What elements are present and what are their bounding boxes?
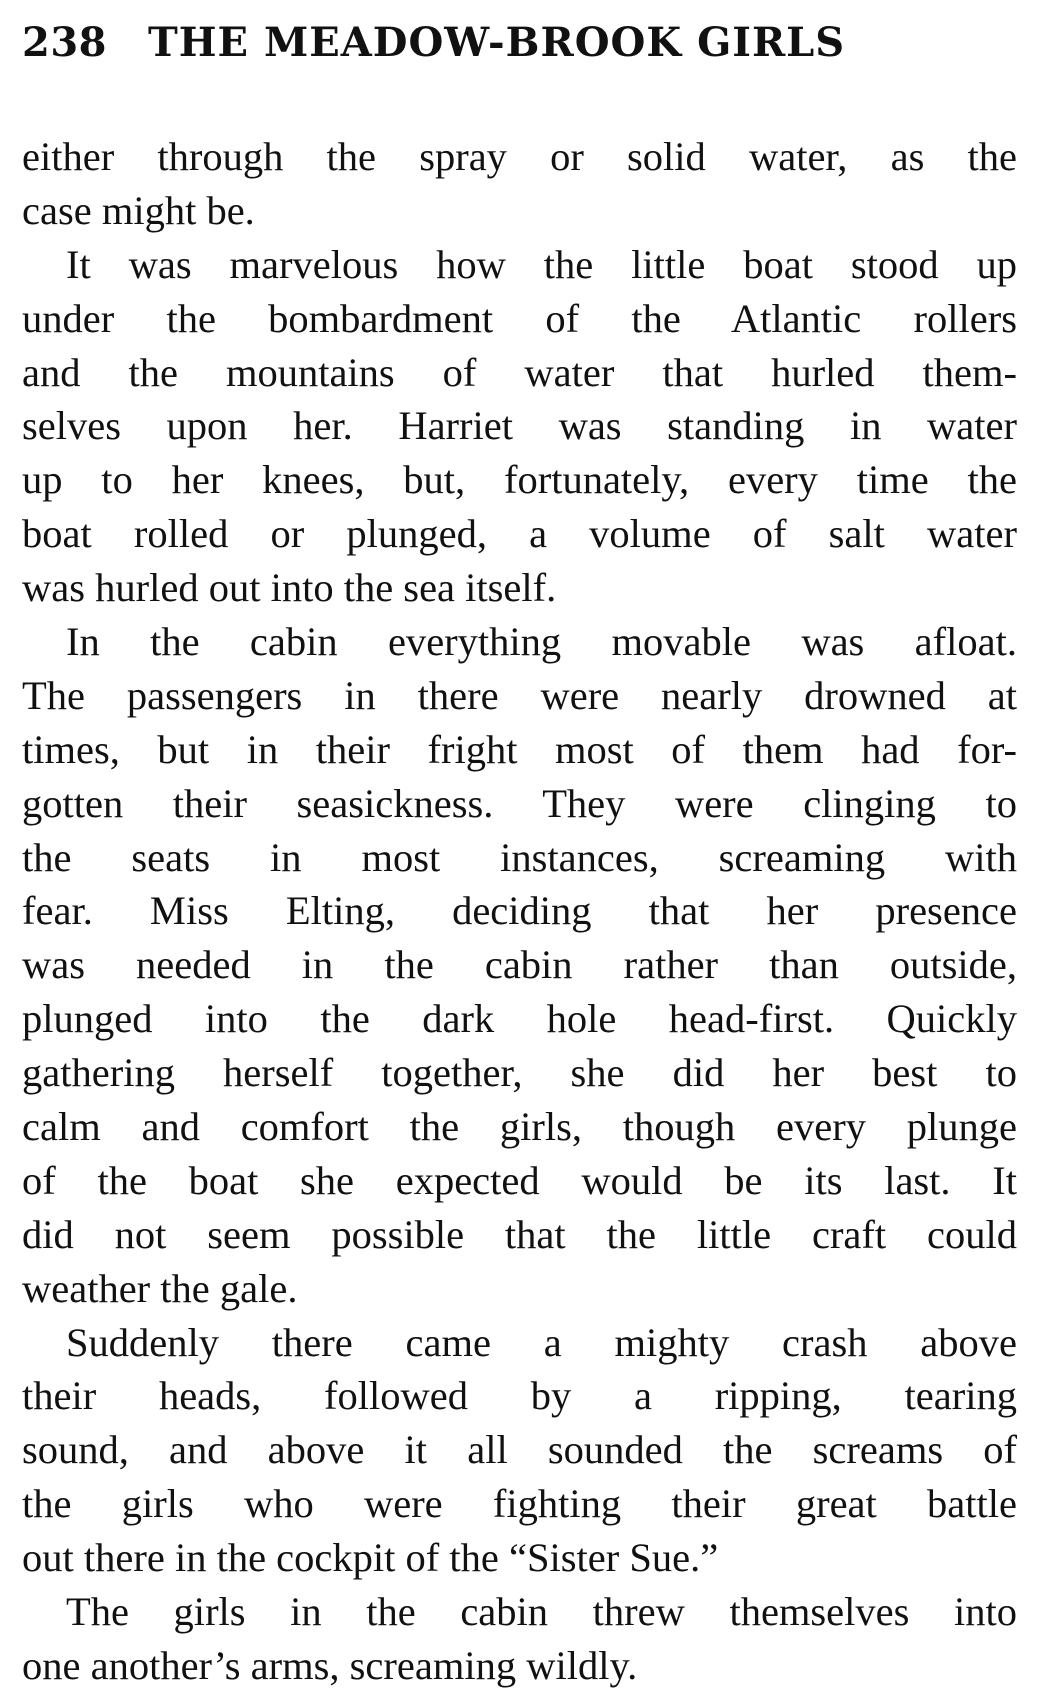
text-line: gotten their seasickness. They were clinging to [22, 780, 1017, 826]
text-line: sound, and above it all sounded the screams of [22, 1427, 1017, 1473]
paragraph [22, 130, 1017, 238]
text-line: one another’s arms, screaming wildly. [22, 1642, 638, 1688]
paragraph [22, 1316, 1017, 1585]
page-number: 238 [22, 19, 107, 66]
text-line: their heads, followed by a ripping, tearing [22, 1373, 1017, 1419]
text-line: was needed in the cabin rather than outside, [22, 942, 1017, 988]
text-line: out there in the cockpit of the “Sister Sue.” [22, 1535, 719, 1581]
text-line: It was marvelous how the little boat stood up [66, 241, 1017, 287]
text-line: either through the spray or solid water, as the [22, 134, 1017, 179]
text-line: plunged into the dark hole head-first. Quickly [22, 996, 1017, 1042]
text-line: up to her knees, but, fortunately, every time the [22, 457, 1017, 503]
text-line: was hurled out into the sea itself. [22, 565, 557, 611]
body-text [22, 130, 1017, 1693]
text-line: did not seem possible that the little craft could [22, 1211, 1017, 1257]
text-line: selves upon her. Harriet was standing in water [22, 403, 1017, 449]
running-head [22, 10, 1017, 76]
text-line: gathering herself together, she did her best to [22, 1050, 1017, 1096]
text-line: case might be. [22, 187, 255, 233]
paragraph [22, 615, 1017, 1316]
text-line: times, but in their fright most of them had for- [22, 726, 1017, 772]
text-line: The passengers in there were nearly drowned at [22, 672, 1017, 718]
book-page [22, 10, 1017, 1693]
book-title: THE MEADOW-BROOK GIRLS [148, 19, 846, 66]
text-line: of the boat she expected would be its last. It [22, 1157, 1017, 1203]
text-line: the girls who were fighting their great battle [22, 1481, 1017, 1527]
text-line: under the bombardment of the Atlantic rollers [22, 295, 1017, 341]
text-line: fear. Miss Elting, deciding that her presence [22, 888, 1017, 934]
text-line: The girls in the cabin threw themselves into [66, 1589, 1017, 1635]
paragraph [22, 238, 1017, 615]
text-line: calm and comfort the girls, though every plunge [22, 1104, 1017, 1150]
text-line: and the mountains of water that hurled them- [22, 349, 1017, 395]
text-line: weather the gale. [22, 1265, 298, 1311]
text-line: boat rolled or plunged, a volume of salt water [22, 511, 1017, 557]
text-line: In the cabin everything movable was afloat. [66, 619, 1017, 665]
paragraph [22, 1585, 1017, 1693]
text-line: Suddenly there came a mighty crash above [66, 1319, 1017, 1365]
text-line: the seats in most instances, screaming with [22, 834, 1017, 880]
